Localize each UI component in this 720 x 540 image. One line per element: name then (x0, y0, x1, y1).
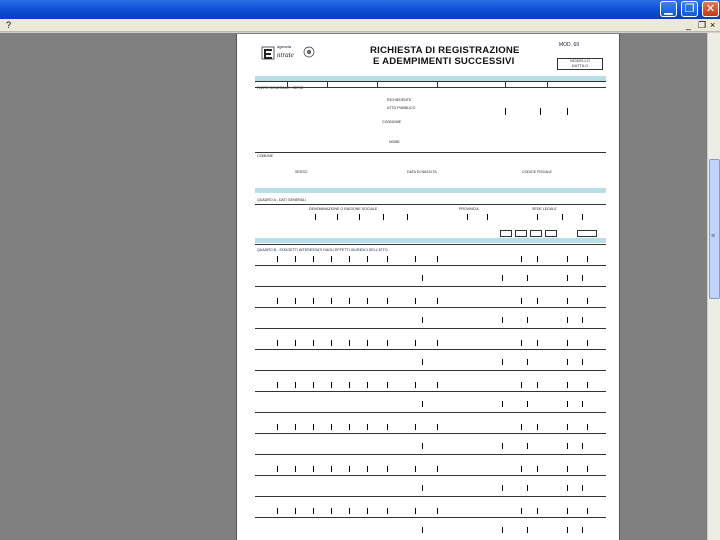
scrollbar-grip-icon: ≡ (711, 233, 716, 240)
section-band-quadro-b-label: QUADRO B - SOGGETTI INTERESSATI DAGLI EFFETTI GIURIDICI DELL'ATTO (257, 248, 388, 252)
label-sede-legale: SEDE LEGALE (532, 207, 557, 211)
section-band-quadro-a-label: QUADRO A - DATI GENERALI (257, 198, 307, 202)
minimize-icon[interactable]: ▁ (660, 1, 677, 17)
label-cognome: COGNOME (382, 120, 401, 124)
close-icon[interactable]: ✕ (702, 1, 719, 17)
form-title-line2: E ADEMPIMENTI SUCCESSIVI (373, 56, 515, 67)
label-provincia: PROVINCIA (459, 207, 479, 211)
section-band-general-label: PARTE GENERALE - SERIE (257, 86, 304, 90)
model-type-box (557, 58, 603, 70)
label-comune: COMUNE (257, 154, 273, 158)
model-type-line1: MODELLO (570, 58, 590, 63)
logo-word: ntrate (277, 51, 294, 59)
scrollbar-thumb[interactable] (709, 159, 720, 299)
model-label: MOD. 69 (559, 42, 580, 48)
window-title-bar[interactable] (0, 0, 720, 19)
section-band-quadro-a (255, 188, 606, 202)
label-denominazione: DENOMINAZIONE O RAGIONE SOCIALE (309, 207, 378, 211)
form-page (236, 34, 620, 540)
document-close-button[interactable]: × (710, 20, 716, 30)
document-minimize-button[interactable]: _ (686, 20, 692, 30)
section-band-quadro-b (255, 238, 606, 252)
document-restore-button[interactable]: ❐ (698, 20, 707, 30)
help-menu[interactable]: ? (6, 20, 12, 30)
model-type-line2: DATTILO (571, 62, 589, 68)
label-nascita: DATA DI NASCITA (407, 170, 437, 174)
logo-small-text: agenzia (277, 44, 292, 49)
label-richiedente: RICHIEDENTE (387, 98, 412, 102)
vertical-scrollbar[interactable] (707, 33, 720, 540)
restore-icon[interactable]: ❐ (681, 1, 698, 17)
menu-bar (0, 19, 720, 32)
label-nome: NOME (389, 140, 400, 144)
label-sesso: SESSO (295, 170, 308, 174)
form-title-line1: RICHIESTA DI REGISTRAZIONE (370, 45, 520, 56)
label-codice-fiscale: CODICE FISCALE (522, 170, 552, 174)
label-atto-pubblico: ATTO PUBBLICO (387, 106, 416, 110)
